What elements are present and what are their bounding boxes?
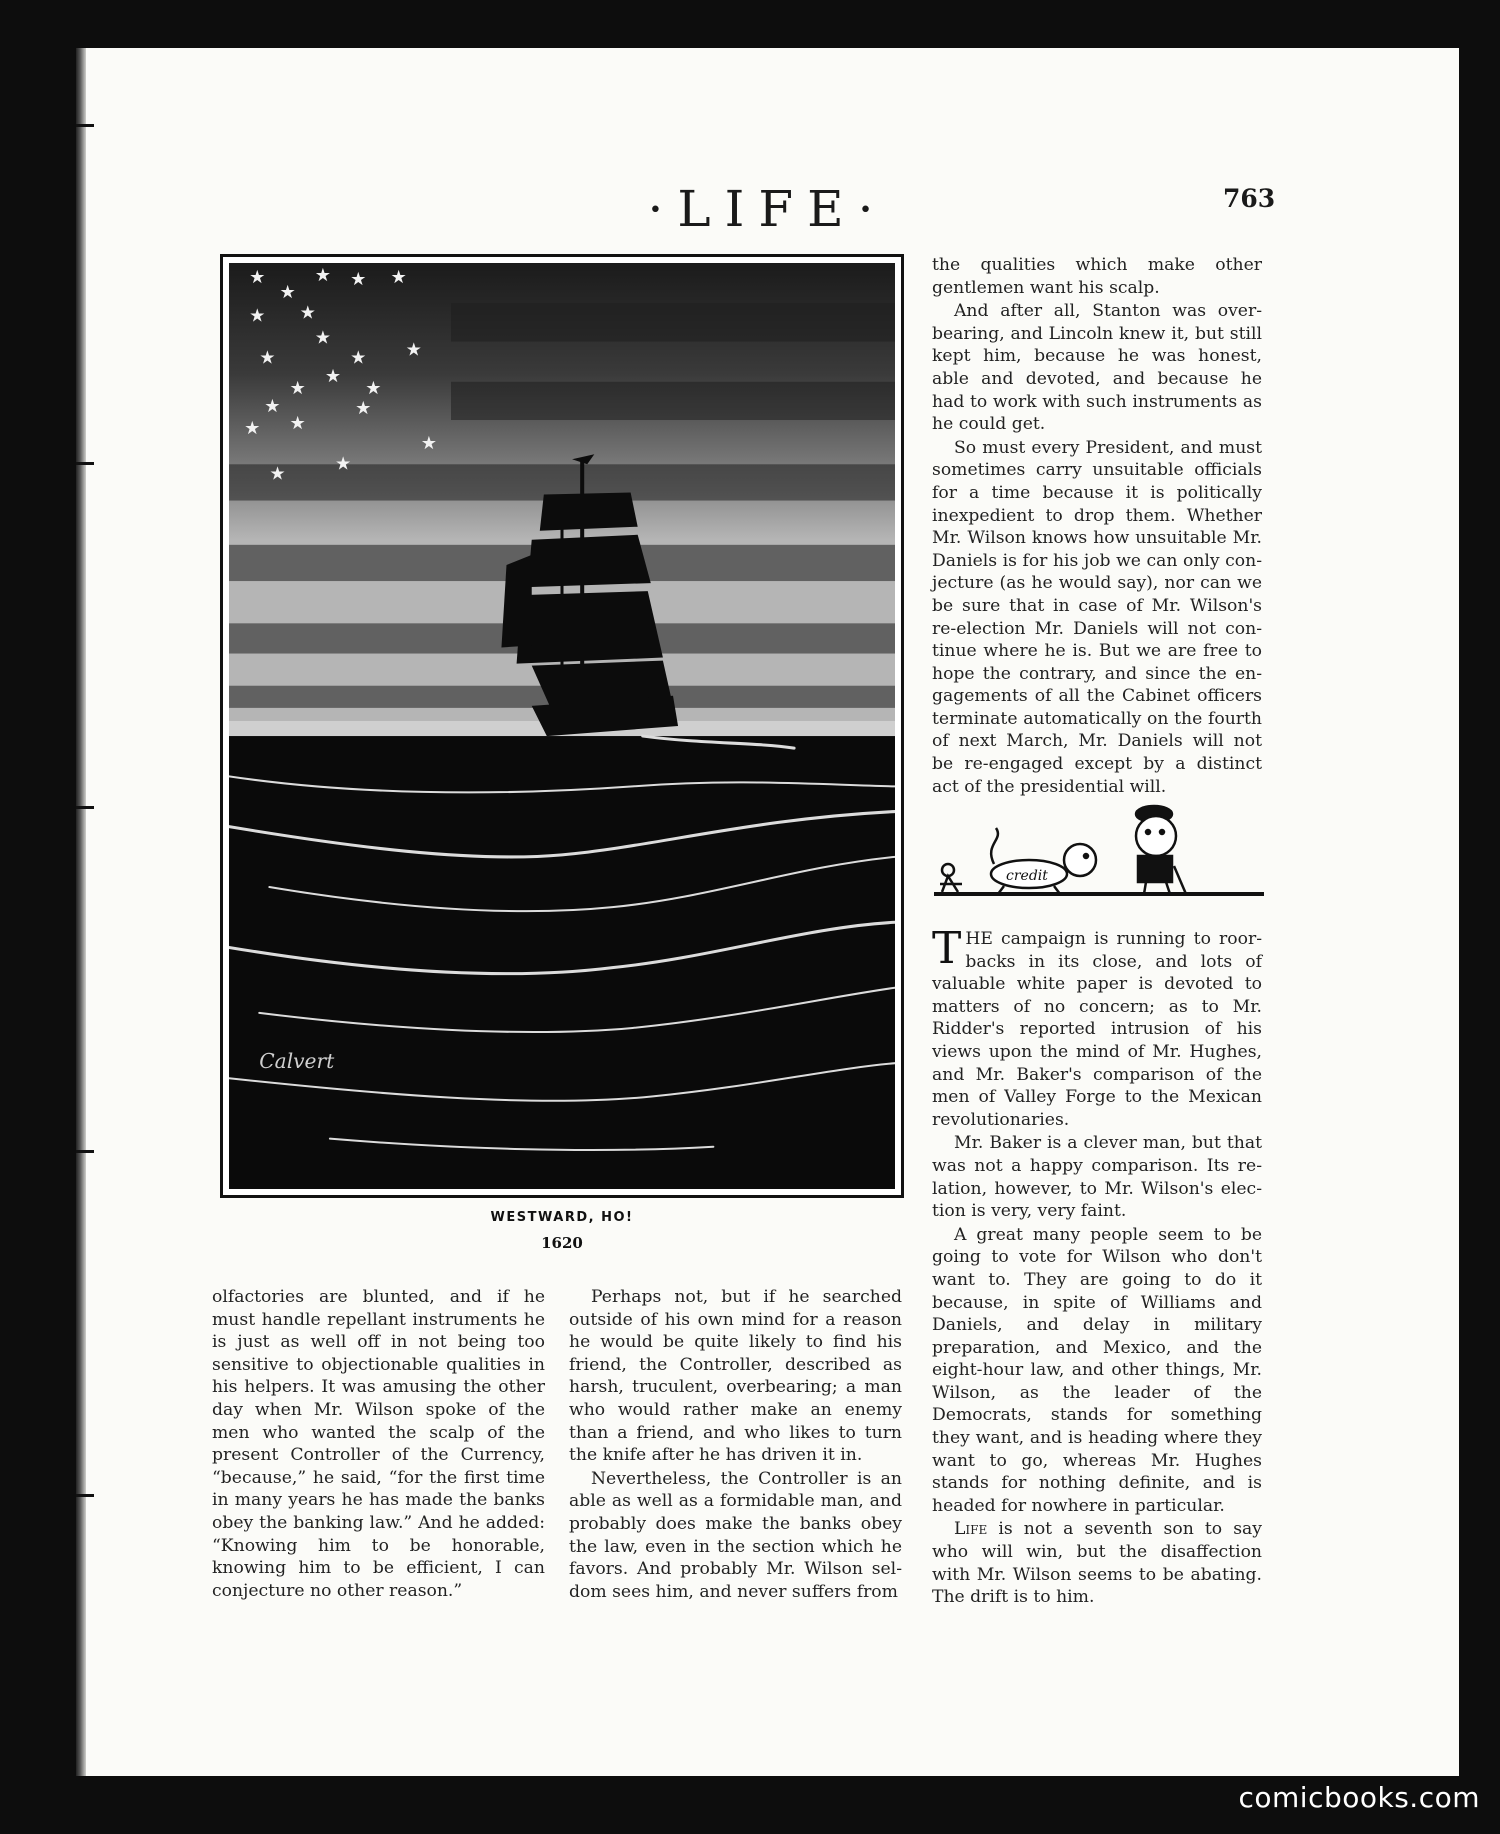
paragraph-text: HE campaign is running to roorbacks in its close, and lots of valuable white paper is devoted to matters of no concern; as to Mr. Ridder's reported intrusion of his views upon the mind of Mr. Hughes, and Mr. Baker's comparison of the men of Valley Forge to the Mexican revolutionaries.: [932, 929, 1262, 1130]
svg-text:★: ★: [350, 269, 367, 291]
paragraph: Perhaps not, but if he searched outside of his own mind for a reason he would be quite likely to find his friend, the Controller, described as harsh, truculent, overbearing; a man who would rather make an enemy than a friend, and who likes to turn the knife after he has driven it in.: [569, 1287, 902, 1466]
paragraph-text: is not a seventh son to say who will win, but the disaffection with Mr. Wilson seems to be abating. The drift is to him.: [932, 1519, 1262, 1608]
svg-text:★: ★: [314, 327, 332, 349]
paragraph: And after all, Stanton was overbearing, and Lincoln knew it, but still kept him, because he was honest, able and devoted, and because he had to work with such instruments as he could get.: [932, 301, 1262, 435]
ship-illustration: [220, 254, 904, 1198]
masthead: ·LIFE·: [647, 180, 888, 238]
svg-text:★: ★: [259, 347, 276, 369]
binding-stitch: [76, 1150, 94, 1153]
site-watermark: comicbooks.com: [1238, 1781, 1480, 1814]
paragraph: Nevertheless, the Controller is an able as well as a formidable man, and probably does make the banks obey the law, even in the section which he favors. And probably Mr. Wilson seldom sees him, and never suffers from: [569, 1468, 902, 1602]
small-figure-icon: [940, 864, 962, 892]
svg-text:★: ★: [405, 339, 422, 361]
paragraph: So must every President, and must sometimes carry unsuitable officials for a time because it is politically inexpedient to drop them. Whether Mr. Wilson knows how unsuitable Mr. Daniels is for his job we can only conjecture (as he would say), nor can we be sure that in case of Mr. Wilson's re-election Mr. Daniels will not continue where he is. But we are free to hope the contrary, and since the engagements of all the Cabinet officers terminate automatically on the fourth of next March, Mr. Daniels will not be re-engaged except by a distinct act of the presidential will.: [932, 437, 1262, 797]
svg-text:★: ★: [324, 365, 342, 387]
svg-text:★: ★: [350, 347, 367, 369]
dog-icon: [991, 828, 1096, 894]
ship-at-sea-drawing: [229, 263, 895, 1189]
binding-stitch: [76, 806, 94, 809]
svg-text:★: ★: [365, 377, 382, 399]
cartoon-vignette: [934, 802, 1264, 898]
svg-text:★: ★: [269, 463, 286, 485]
svg-text:★: ★: [249, 305, 266, 327]
svg-text:★: ★: [289, 377, 306, 399]
page-number: 763: [1223, 184, 1276, 213]
svg-text:★: ★: [244, 418, 261, 440]
artist-signature: Calvert: [259, 1049, 335, 1074]
right-column-top: [932, 254, 1262, 799]
left-column: [212, 1286, 545, 1603]
drop-cap: T: [932, 923, 962, 974]
svg-text:★: ★: [299, 302, 316, 324]
walking-man-icon: [1136, 806, 1186, 894]
magazine-name: Life: [954, 1519, 988, 1540]
binding-gutter: [76, 48, 86, 1776]
binding-stitch: [76, 462, 94, 465]
binding-stitch: [76, 124, 94, 127]
svg-text:★: ★: [279, 282, 296, 304]
svg-text:★: ★: [249, 267, 266, 289]
dog-credit-label: credit: [1006, 868, 1048, 884]
svg-text:★: ★: [264, 395, 281, 417]
svg-text:★: ★: [420, 433, 437, 455]
paragraph: [932, 1518, 1262, 1608]
svg-text:★: ★: [314, 265, 332, 287]
paragraph: the qualities which make other gentlemen want his scalp.: [932, 255, 1262, 298]
svg-text:★: ★: [289, 413, 306, 435]
paragraph: A great many people seem to be going to vote for Wilson who don't want to. They are going to do it because, in spite of Williams and Daniels, and delay in military preparation, and Mexico, and the eight-hour law, and other things, Mr. Wilson, as the leader of the Democrats, stands for something they want, and is heading where they want to go, whereas Mr. Hughes stands for nothing definite, and is headed for nowhere in particular.: [932, 1224, 1262, 1516]
svg-text:★: ★: [334, 453, 352, 475]
illustration-caption-year: 1620: [541, 1234, 583, 1252]
illustration-caption-title: WESTWARD, HO!: [490, 1210, 634, 1225]
svg-text:★: ★: [355, 397, 372, 419]
binding-stitch: [76, 1494, 94, 1497]
paragraph-with-dropcap: [932, 923, 1262, 1131]
paragraph: olfactories are blunted, and if he must handle repellant instruments he is just as well off in not being too sensitive to objectionable qualities in his helpers. It was amusing the other day when Mr. Wilson spoke of the men who wanted the scalp of the present Controller of the Currency, “because,” he said, “for the first time in many years he has made the banks obey the banking law.” And he added: “Knowing him to be honorable, knowing him to be efficient, I can conjecture no other reason.”: [212, 1287, 545, 1601]
paragraph: Mr. Baker is a clever man, but that was not a happy comparison. Its relation, however, to Mr. Wilson's election is very, very faint.: [932, 1133, 1262, 1222]
middle-column: [569, 1286, 902, 1604]
magazine-page: [76, 48, 1459, 1776]
svg-text:★: ★: [390, 267, 407, 289]
right-column-bottom: [932, 923, 1262, 1610]
